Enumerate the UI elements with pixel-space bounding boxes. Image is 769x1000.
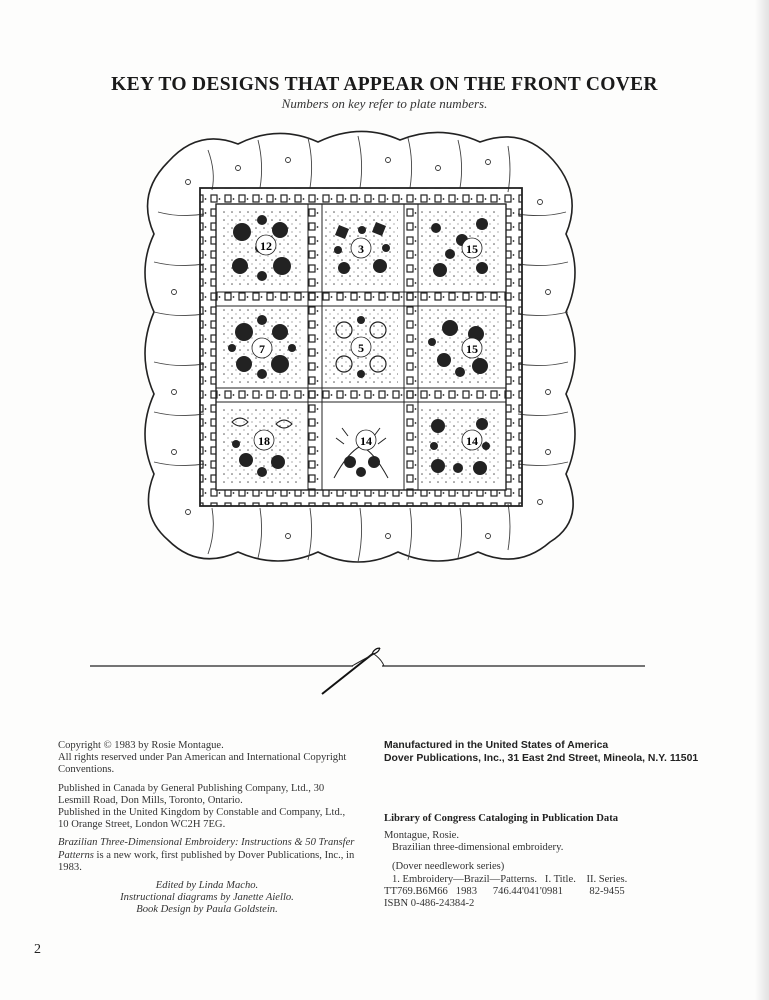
page-subtitle: Numbers on key refer to plate numbers. xyxy=(281,96,488,111)
editor-credit: Edited by Linda Macho. xyxy=(155,880,259,892)
diagrams-credit: Instructional diagrams by Janette Aiello. xyxy=(120,892,294,904)
plate-number: 14 xyxy=(466,434,478,448)
page-number: 2 xyxy=(34,942,41,957)
publisher-block xyxy=(384,740,704,910)
work-title: Brazilian Three-Dimensional Embroidery: Instructions & 50 Transfer Patterns xyxy=(58,837,355,861)
plate-square xyxy=(420,308,500,384)
plate-square xyxy=(324,308,398,384)
catalog-call-number: TT769.B6M66 1983 746.44'041'0981 82-9455 xyxy=(384,885,625,897)
catalog-subjects: 1. Embroidery—Brazil—Patterns. I. Title. II. Series. xyxy=(384,873,628,885)
uk-publication: Published in the United Kingdom by Constable and Company, Ltd., 10 Orange Street, London WC2H 7EG. xyxy=(58,807,346,831)
plate-number: 7 xyxy=(259,342,265,356)
catalog-title: Brazilian three-dimensional embroidery. xyxy=(384,842,564,854)
page-edge-shadow xyxy=(755,0,769,1000)
plate-number: 3 xyxy=(358,242,364,256)
page-title: KEY TO DESIGNS THAT APPEAR ON THE FRONT COVER xyxy=(111,74,658,95)
plate-square xyxy=(222,408,302,484)
catalog-author: Montague, Rosie. xyxy=(384,830,460,841)
manufacture-line: Manufactured in the United States of America xyxy=(384,740,609,751)
copyright-line: Copyright © 1983 by Rosie Montague. xyxy=(58,740,224,751)
plate-square xyxy=(324,210,398,286)
plate-square xyxy=(222,210,302,286)
design-credit: Book Design by Paula Goldstein. xyxy=(136,904,278,916)
plate-square xyxy=(420,408,500,484)
plate-square xyxy=(420,210,500,286)
catalog-isbn: ISBN 0-486-24384-2 xyxy=(384,898,475,910)
rights-line: All rights reserved under Pan American and International Copyright Conventions. xyxy=(58,752,347,776)
plate-number: 15 xyxy=(466,342,478,356)
catalog-series: (Dover needlework series) xyxy=(384,861,505,873)
plate-square xyxy=(222,308,302,384)
pillow-key-illustration xyxy=(138,122,583,572)
needle-divider xyxy=(90,636,645,706)
plate-number: 12 xyxy=(260,239,272,253)
publisher-address: Dover Publications, Inc., 31 East 2nd Street, Mineola, N.Y. 11501 xyxy=(384,752,699,764)
cataloging-heading: Library of Congress Cataloging in Publication Data xyxy=(384,813,619,824)
work-note: is a new work, first published by Dover Publications, Inc., in 1983. xyxy=(58,849,355,873)
plate-number: 5 xyxy=(358,341,364,355)
copyright-block xyxy=(58,740,356,923)
plate-number: 14 xyxy=(360,434,372,448)
plate-number: 15 xyxy=(466,242,478,256)
plate-square xyxy=(324,408,398,484)
cataloging-data xyxy=(384,830,704,910)
plate-number: 18 xyxy=(258,434,270,448)
canada-publication: Published in Canada by General Publishing Company, Ltd., 30 Lesmill Road, Don Mills, Toronto, Ontario. xyxy=(58,782,325,806)
